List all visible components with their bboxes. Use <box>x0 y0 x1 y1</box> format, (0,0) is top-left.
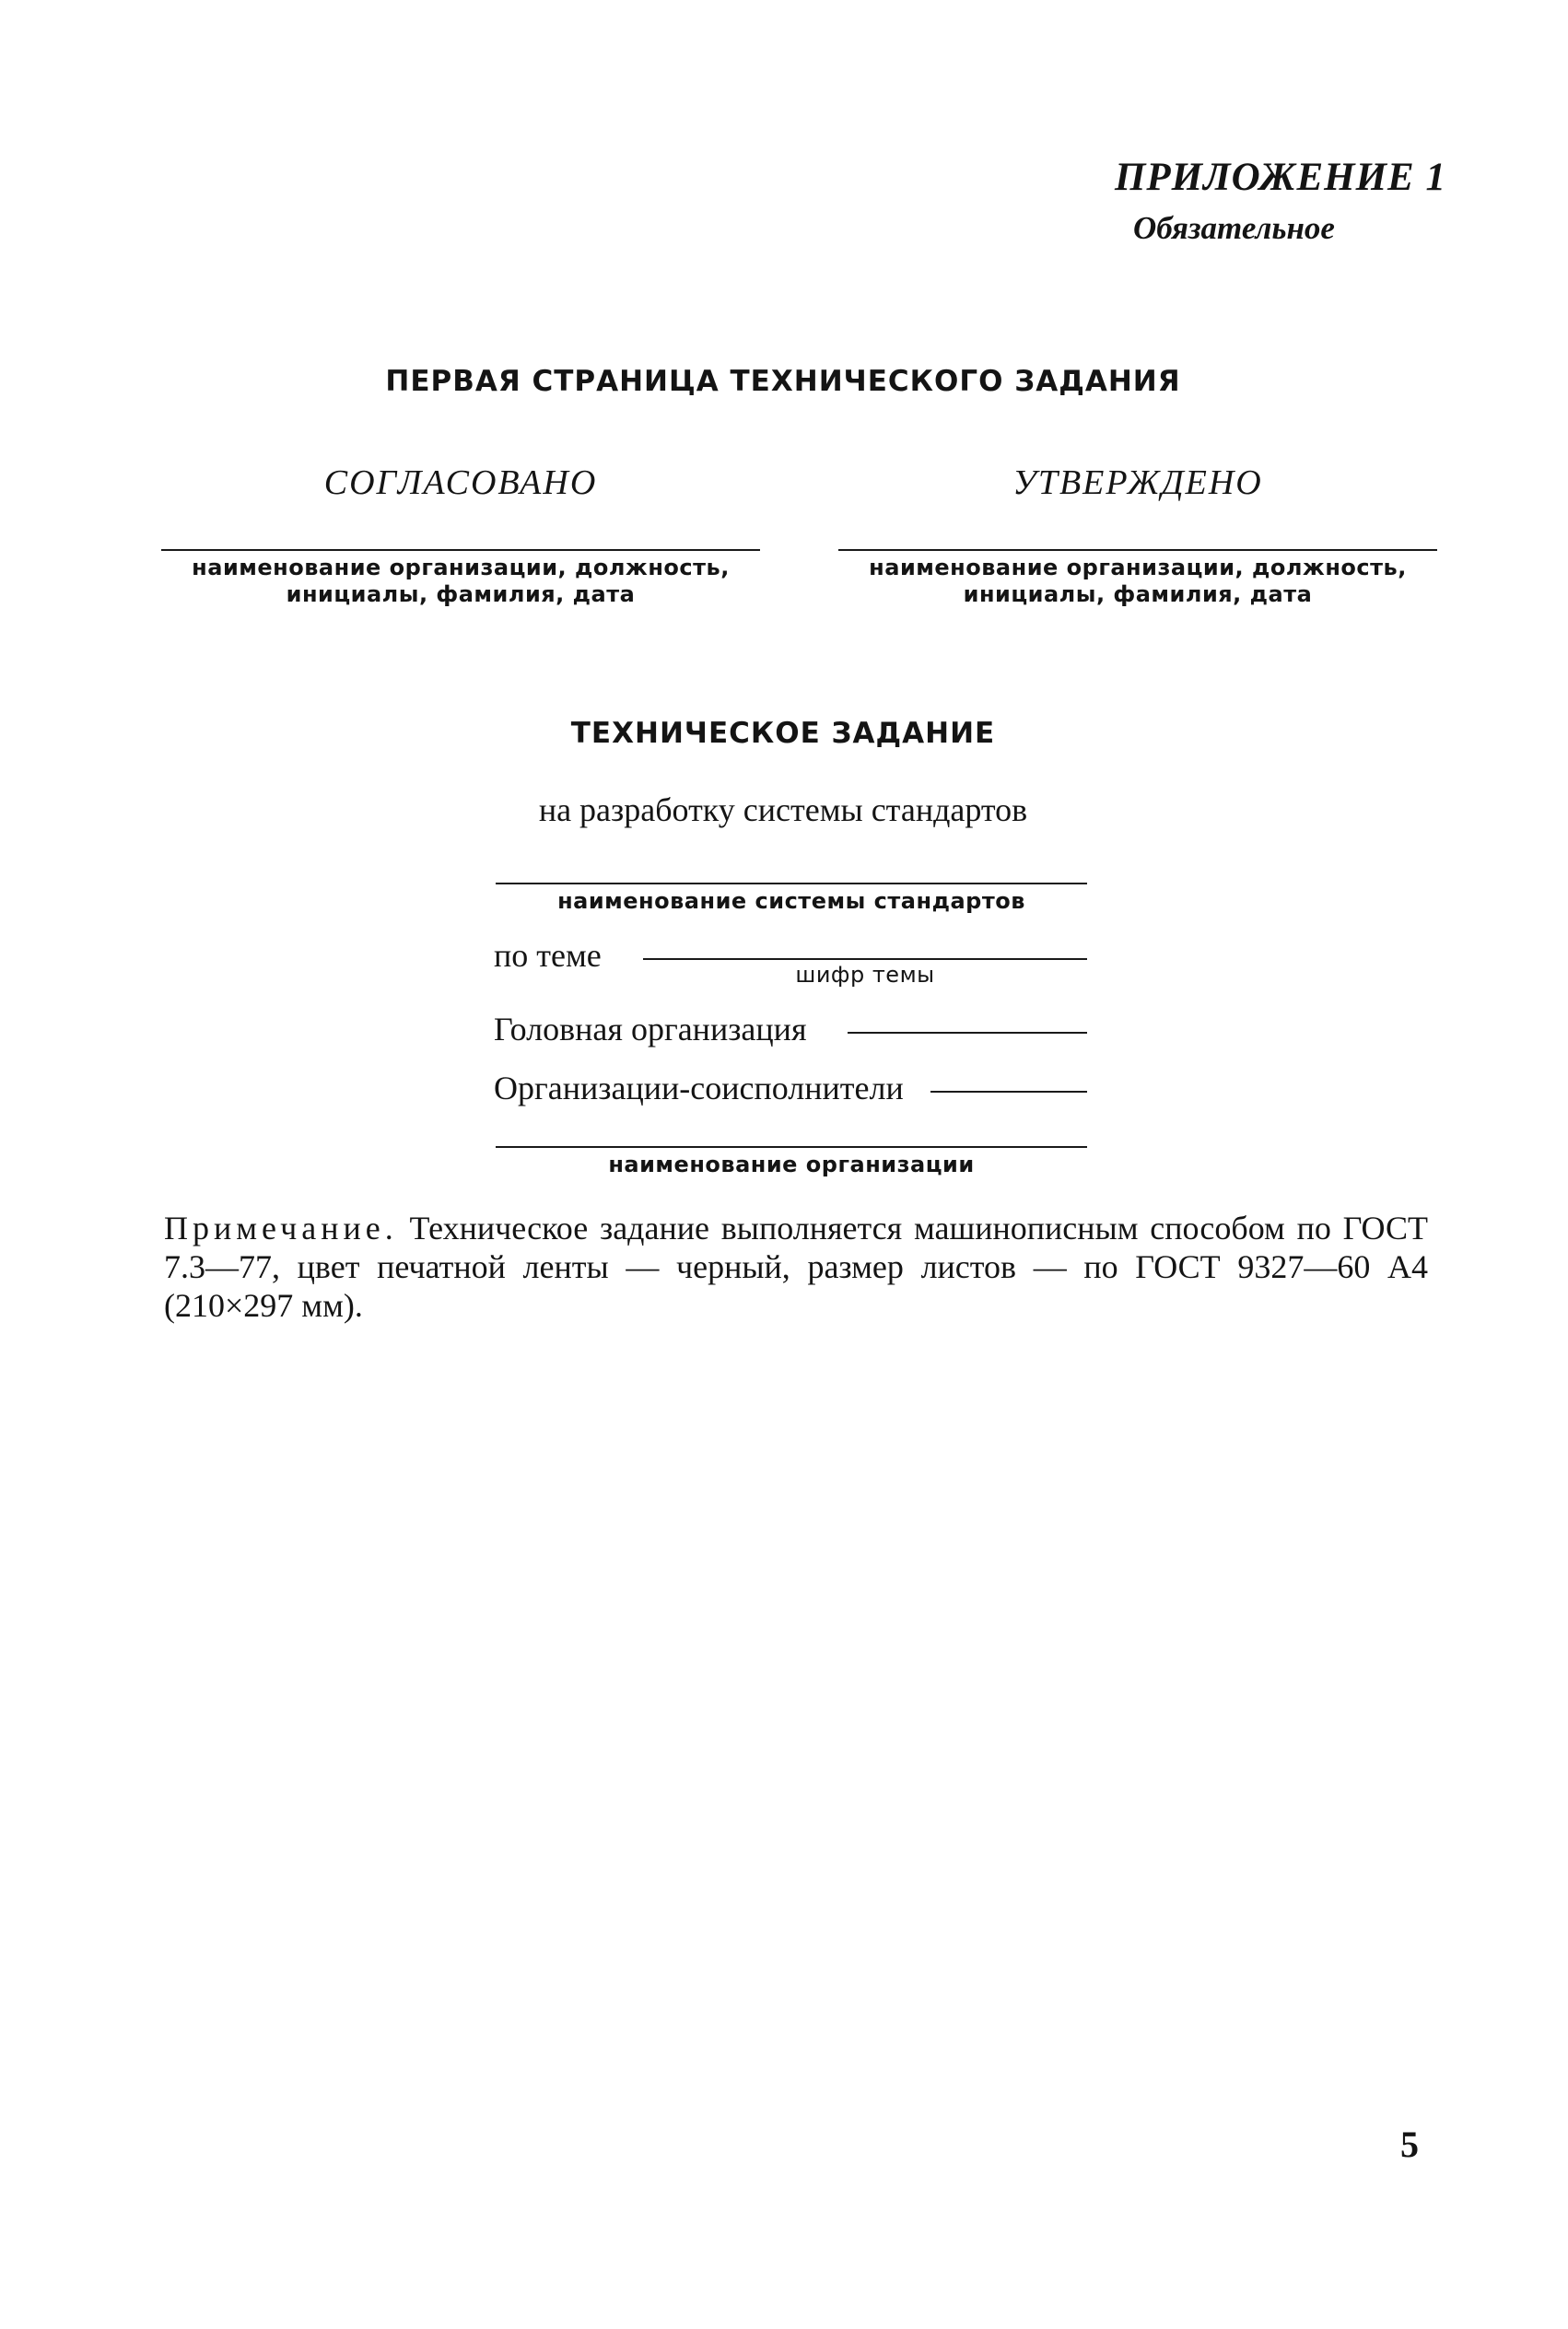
topic-caption: шифр темы <box>795 962 935 988</box>
document-title: ТЕХНИЧЕСКОЕ ЗАДАНИЕ <box>570 717 996 750</box>
signature-caption-agreed <box>161 555 760 608</box>
system-name-caption: наименование системы стандартов <box>557 888 1025 914</box>
organization-name-line <box>496 1146 1087 1148</box>
signature-line-agreed <box>161 549 760 551</box>
signature-line-approved <box>838 549 1437 551</box>
signature-caption-line2: инициалы, фамилия, дата <box>963 581 1313 607</box>
note-paragraph <box>164 1209 1428 1325</box>
approval-heading-approved: УТВЕРЖДЕНО <box>1012 463 1263 502</box>
appendix-title: ПРИЛОЖЕНИЕ 1 <box>1114 156 1446 199</box>
topic-label: по теме <box>494 937 602 974</box>
head-organization-line <box>848 1032 1087 1034</box>
co-executors-line <box>930 1091 1087 1093</box>
co-executors-label: Организации-соисполнители <box>494 1070 904 1106</box>
document-subtitle: на разработку системы стандартов <box>538 791 1028 828</box>
organization-name-caption: наименование организации <box>608 1152 975 1177</box>
signature-caption-line1: наименование организации, должность, <box>869 555 1407 580</box>
head-organization-label: Головная организация <box>494 1011 807 1047</box>
signature-caption-approved <box>838 555 1437 608</box>
page-number: 5 <box>1400 2124 1419 2165</box>
topic-line <box>643 958 1087 960</box>
note-lead: Примечание. <box>164 1210 398 1246</box>
signature-caption-line2: инициалы, фамилия, дата <box>286 581 636 607</box>
note-text: Техническое задание выполняется машинописным способом по ГОСТ 7.3—77, цвет печатной ленты — черный, размер листов — по ГОСТ 9327—60 А4 (210×297 мм). <box>164 1210 1428 1324</box>
approval-heading-agreed: СОГЛАСОВАНО <box>323 463 598 502</box>
appendix-status: Обязательное <box>1133 210 1335 246</box>
section-title: ПЕРВАЯ СТРАНИЦА ТЕХНИЧЕСКОГО ЗАДАНИЯ <box>385 365 1181 398</box>
system-name-line <box>496 883 1087 884</box>
signature-caption-line1: наименование организации, должность, <box>192 555 730 580</box>
